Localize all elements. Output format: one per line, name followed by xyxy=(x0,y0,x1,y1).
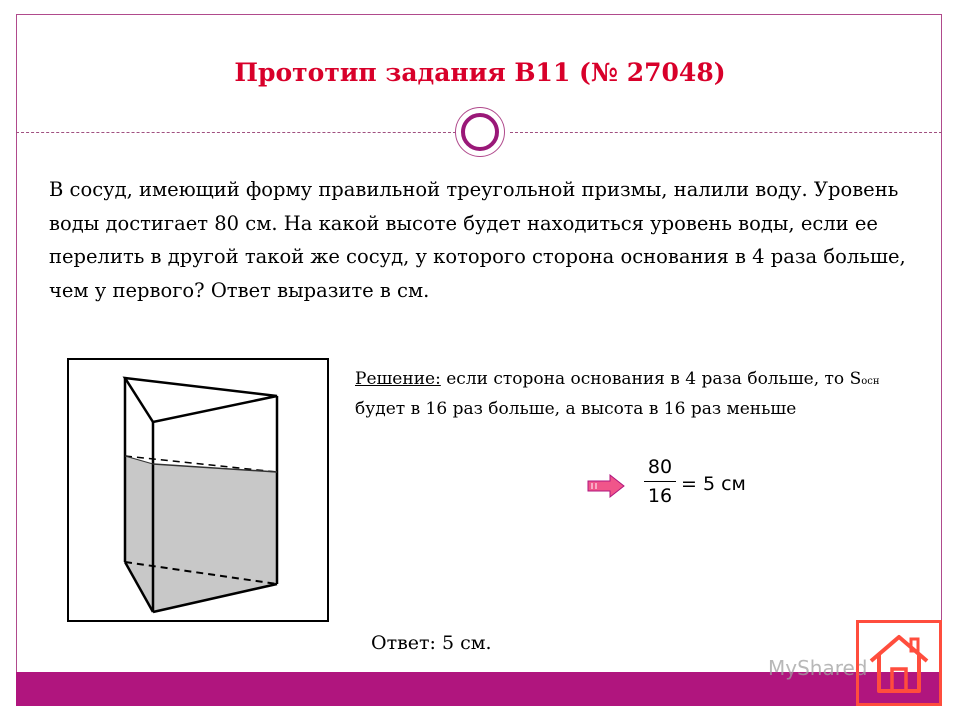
divider-ring-icon xyxy=(455,107,505,157)
s-subscript: осн xyxy=(861,376,880,387)
formula-fraction xyxy=(644,454,676,509)
problem-statement: В сосуд, имеющий форму правильной треугольной призмы, налили воду. Уровень воды достигает 80 см. На какой высоте будет находиться уровень воды, если ее перелить в другой такой же сосуд, у которого сторона основания в 4 раза больше, чем у первого? Ответ выразите в см. xyxy=(49,178,906,302)
fraction-denominator: 16 xyxy=(647,485,673,507)
formula-result: = 5 см xyxy=(681,473,746,495)
home-icon xyxy=(859,623,939,703)
prism-figure xyxy=(67,358,329,622)
slide-title: Прототип задания B11 (№ 27048) xyxy=(234,58,726,87)
fraction-numerator: 80 xyxy=(647,456,673,478)
arrow-right-icon xyxy=(586,474,626,498)
title-divider-left xyxy=(16,132,456,133)
solution-text xyxy=(355,366,915,423)
home-button[interactable] xyxy=(856,620,942,706)
solution-part1: если сторона основания в 4 раза больше, то xyxy=(440,369,850,389)
answer-text: Ответ: 5 см. xyxy=(371,632,492,654)
solution-part2: будет в 16 раз больше, а высота в 16 раз меньше xyxy=(355,398,797,419)
prism-drawing xyxy=(69,360,327,620)
fraction-bar xyxy=(644,481,676,482)
title-divider-right xyxy=(510,132,942,133)
s-symbol: S xyxy=(849,369,862,389)
solution-label: Решение: xyxy=(355,369,441,389)
watermark-text: MyShared xyxy=(768,656,868,680)
